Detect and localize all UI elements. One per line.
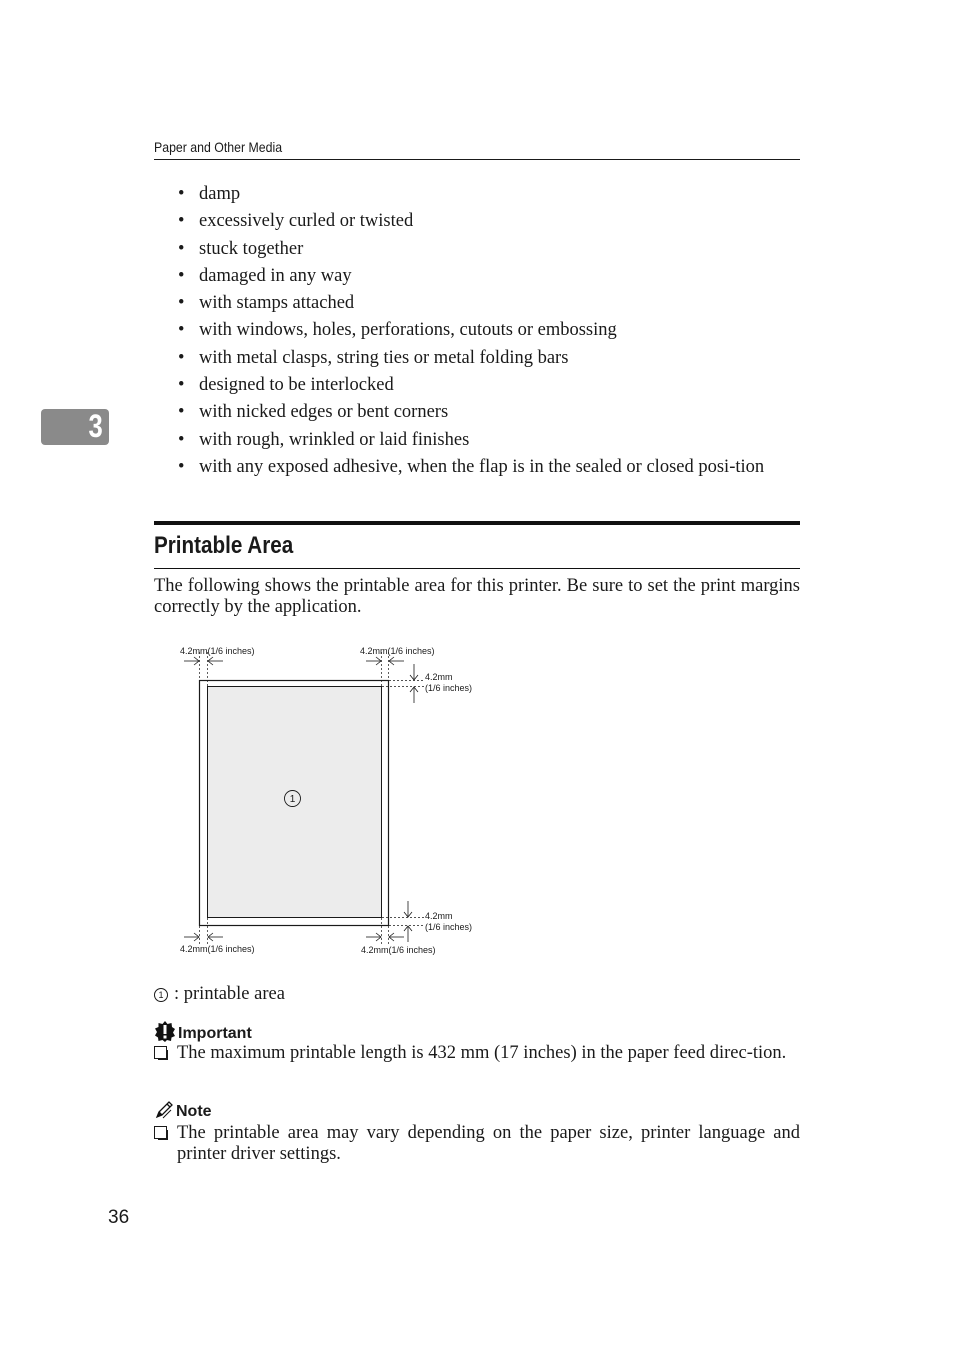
list-item: • excessively curled or twisted bbox=[178, 211, 800, 232]
top-right-margin-label: 4.2mm(1/6 inches) bbox=[360, 646, 435, 656]
section-intro: The following shows the printable area for this printer. Be sure to set the print margins correctly by the application. bbox=[154, 576, 800, 617]
caption-marker: 1 bbox=[154, 988, 168, 1002]
header-rule bbox=[154, 159, 800, 160]
chapter-number: 3 bbox=[88, 408, 103, 444]
checkbox-bullet-icon bbox=[154, 1126, 167, 1139]
note-text: The printable area may vary depending on the paper size, printer language and printer driver settings. bbox=[177, 1123, 800, 1164]
list-item: • designed to be interlocked bbox=[178, 375, 800, 396]
unsuitable-paper-list bbox=[178, 184, 800, 484]
note-item bbox=[154, 1123, 800, 1165]
pencil-icon bbox=[154, 1100, 174, 1125]
note-heading bbox=[154, 1100, 212, 1125]
list-item: • damaged in any way bbox=[178, 266, 800, 287]
section-title: Printable Area bbox=[154, 532, 294, 559]
printable-area-diagram bbox=[170, 640, 490, 965]
running-header-title: Paper and Other Media bbox=[154, 139, 283, 155]
section-top-rule bbox=[154, 521, 800, 525]
checkbox-bullet-icon bbox=[154, 1046, 167, 1059]
important-heading-text: Important bbox=[178, 1025, 252, 1042]
bottom-left-margin-label: 4.2mm(1/6 inches) bbox=[180, 944, 255, 954]
list-item: • with windows, holes, perforations, cutouts or embossing bbox=[178, 320, 800, 341]
list-item: • with any exposed adhesive, when the flap is in the sealed or closed posi-tion bbox=[178, 457, 800, 478]
diagram-caption bbox=[154, 984, 285, 1005]
right-bottom-margin-value: 4.2mm bbox=[425, 911, 453, 921]
note-heading-text: Note bbox=[176, 1103, 212, 1120]
right-top-margin-unit: (1/6 inches) bbox=[425, 683, 473, 693]
list-item: • with metal clasps, string ties or metal folding bars bbox=[178, 348, 800, 369]
right-bottom-margin-unit: (1/6 inches) bbox=[425, 922, 473, 932]
list-item: • with stamps attached bbox=[178, 293, 800, 314]
important-item bbox=[154, 1043, 800, 1064]
bottom-right-margin-label: 4.2mm(1/6 inches) bbox=[361, 945, 436, 955]
page-number: 36 bbox=[108, 1207, 130, 1228]
right-top-margin-value: 4.2mm bbox=[425, 672, 453, 682]
list-item: • damp bbox=[178, 184, 800, 205]
area-marker-number: 1 bbox=[289, 794, 296, 805]
section-bottom-rule bbox=[154, 568, 800, 569]
list-item: • with rough, wrinkled or laid finishes bbox=[178, 430, 800, 451]
list-item: • stuck together bbox=[178, 239, 800, 260]
top-left-margin-label: 4.2mm(1/6 inches) bbox=[180, 646, 255, 656]
important-text: The maximum printable length is 432 mm (17 inches) in the paper feed direc-tion. bbox=[177, 1043, 787, 1063]
list-item: • with nicked edges or bent corners bbox=[178, 402, 800, 423]
caption-text: : printable area bbox=[174, 984, 285, 1004]
chapter-tab bbox=[41, 409, 109, 445]
